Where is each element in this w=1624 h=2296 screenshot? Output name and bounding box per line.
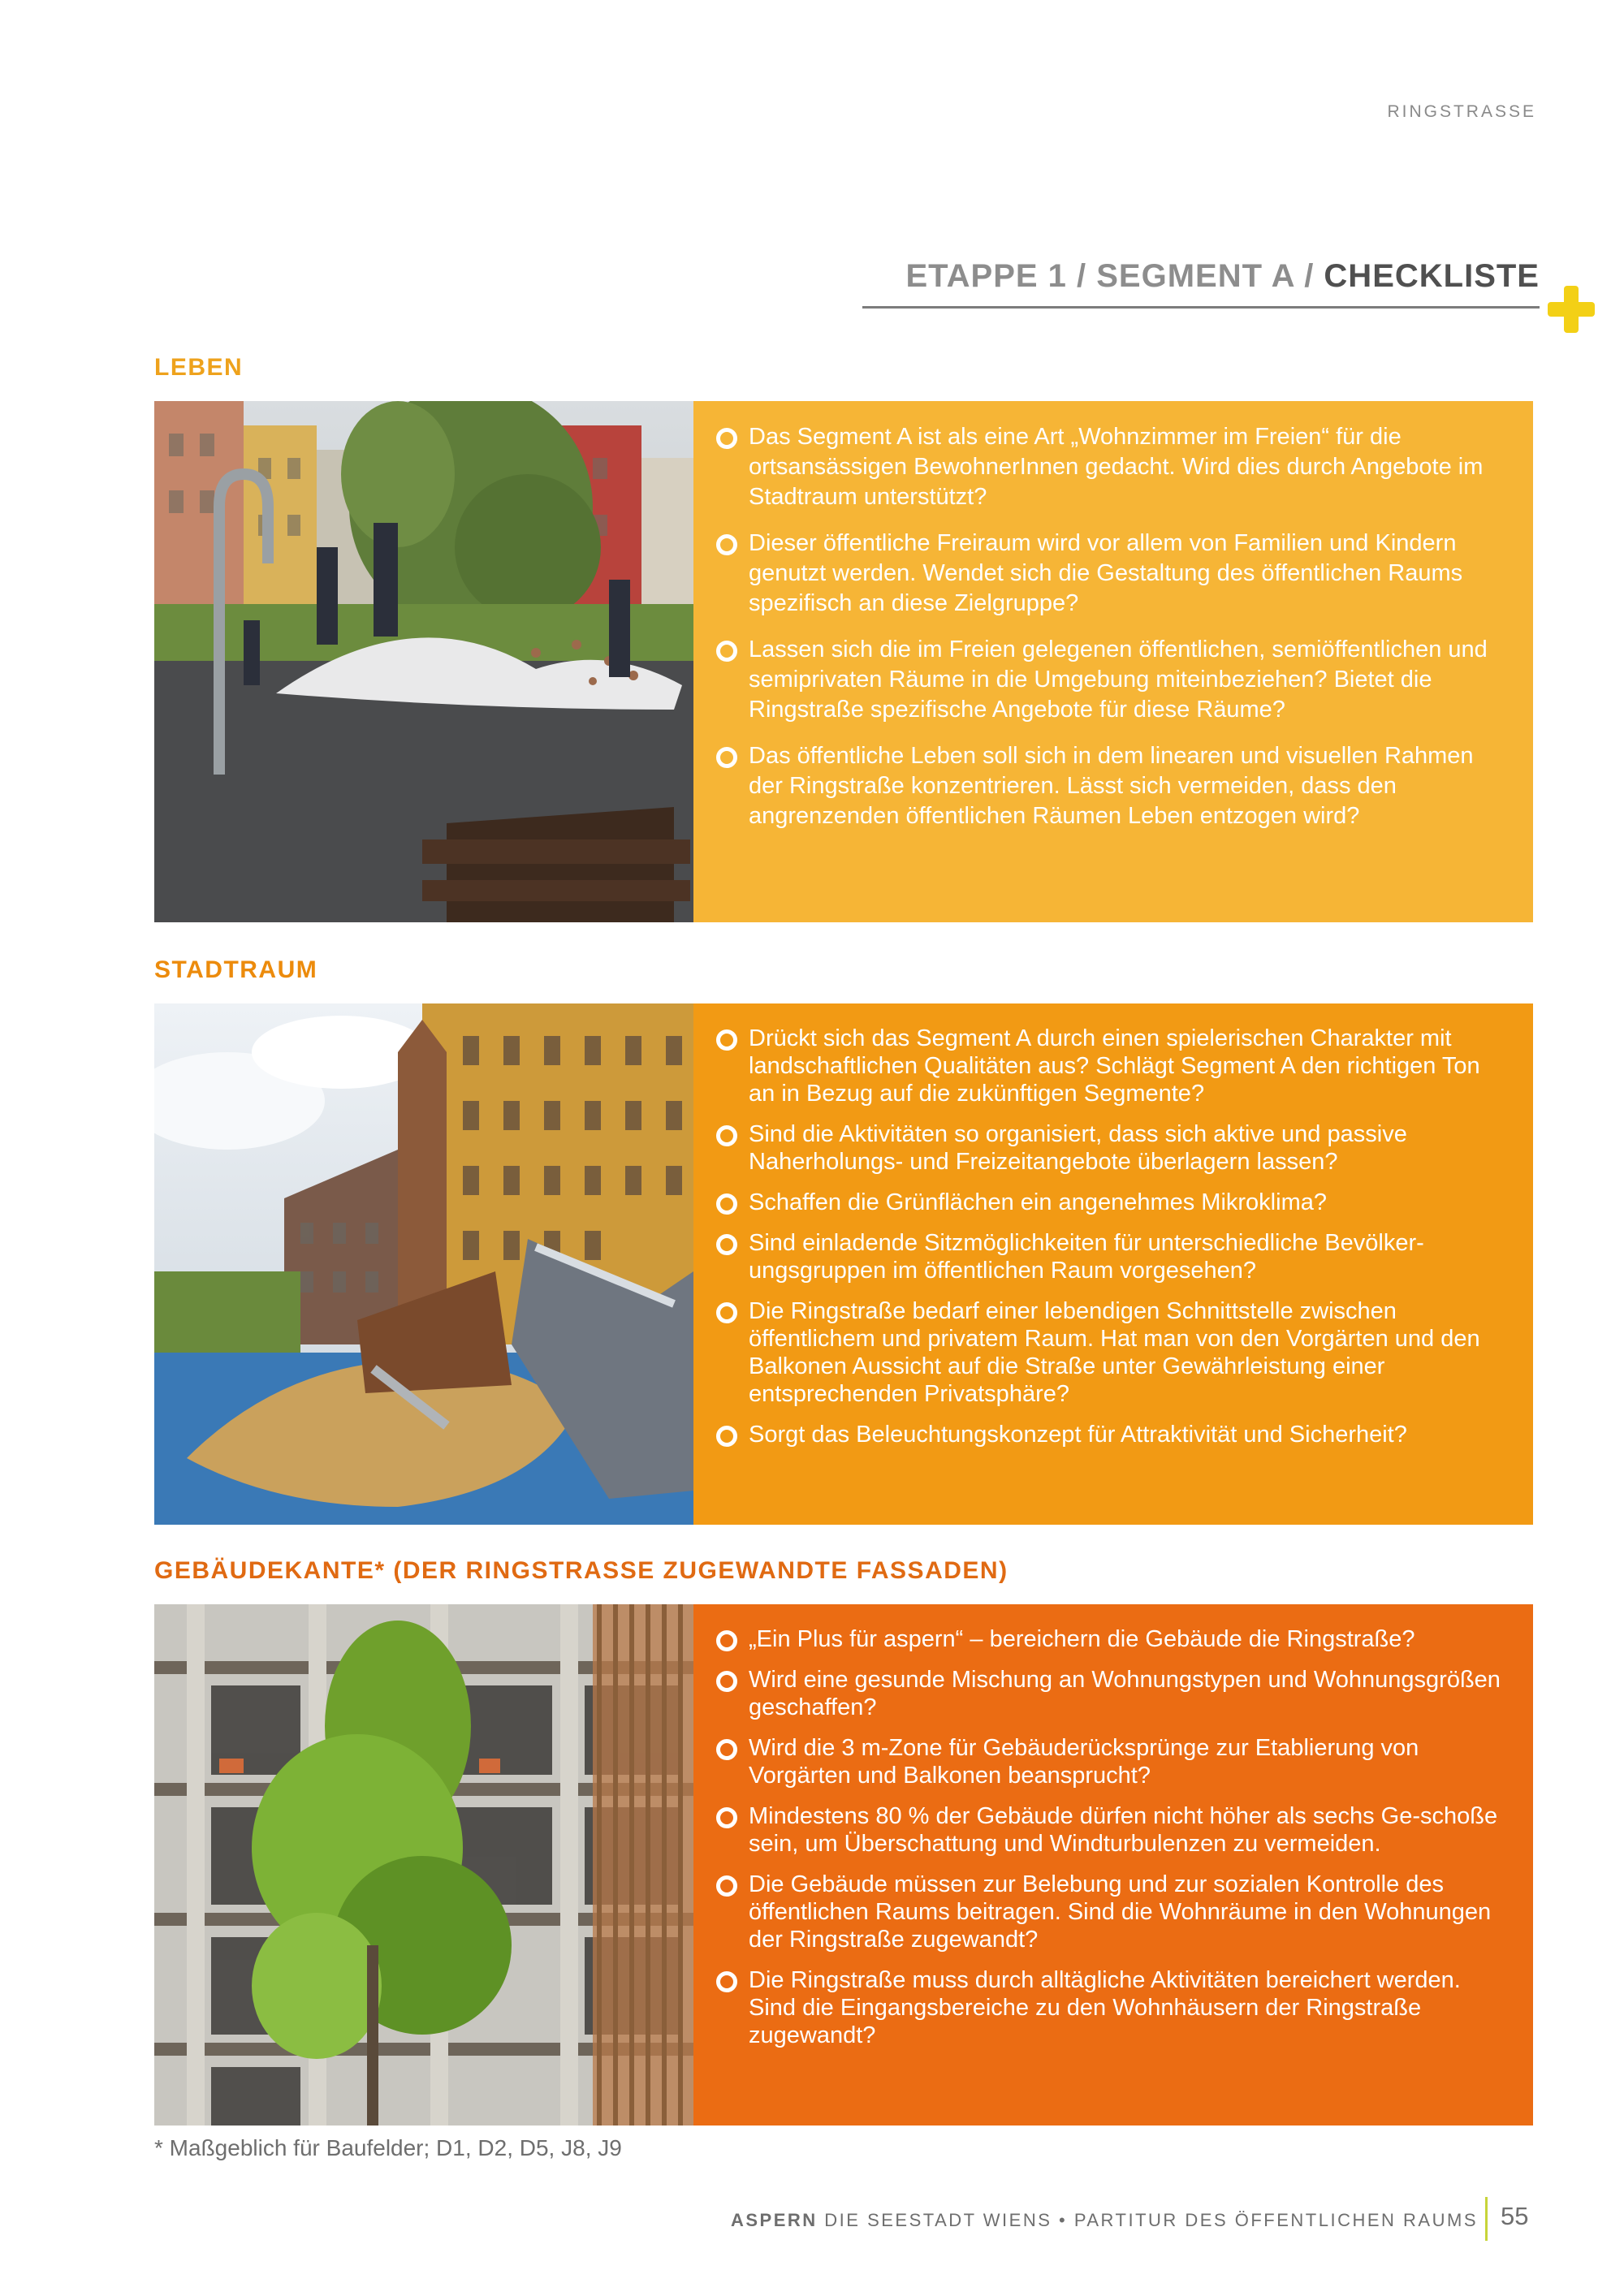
circle-checkbox-icon[interactable] [716,641,737,662]
plus-icon [1546,284,1596,334]
circle-checkbox-icon[interactable] [716,1739,737,1760]
checklist-panel-stadtraum [693,1003,1533,1525]
checklist-item[interactable]: Sind die Aktivitäten so organisiert, dass sich aktive und passive Naherholungs- und Freizeitangebote überlagern lassen? [715,1120,1505,1176]
circle-checkbox-icon[interactable] [716,1029,737,1051]
footer-brand: ASPERN [730,2210,818,2230]
checklist-stadtraum [715,1025,1505,1448]
circle-checkbox-icon[interactable] [716,1193,737,1215]
circle-checkbox-icon[interactable] [716,1302,737,1323]
circle-checkbox-icon[interactable] [716,1671,737,1692]
circle-checkbox-icon[interactable] [716,747,737,768]
playground-photo [154,401,693,922]
checklist-item[interactable]: „Ein Plus für aspern“ – bereichern die Gebäude die Ringstraße? [715,1625,1505,1653]
circle-checkbox-icon[interactable] [716,1971,737,1992]
checklist-panel-leben [693,401,1533,922]
circle-checkbox-icon[interactable] [716,1426,737,1447]
page-footer [731,2210,1478,2231]
section-heading-stadtraum: STADTRAUM [154,956,318,983]
circle-checkbox-icon[interactable] [716,1807,737,1828]
ship-playground-photo [154,1003,693,1525]
page-title [862,258,1540,309]
checklist-panel-gebaeudekante [693,1604,1533,2126]
checklist-leben [715,422,1505,831]
footer-text: DIE SEESTADT WIENS • PARTITUR DES ÖFFENTLICHEN RAUMS [817,2210,1478,2230]
page-title-accent: CHECKLISTE [1324,258,1540,294]
circle-checkbox-icon[interactable] [716,428,737,449]
facade-photo [154,1604,693,2126]
checklist-item[interactable]: Wird die 3 m-Zone für Gebäuderücksprünge zur Etablierung von Vorgärten und Balkonen beansprucht? [715,1734,1505,1789]
checklist-item[interactable]: Lassen sich die im Freien gelegenen öffentlichen, semiöffentlichen und semiprivaten Räume in die Umgebung miteinbeziehen? Bietet die Ringstraße spezifische Angebote für diese Räume? [715,635,1505,725]
checklist-item[interactable]: Die Ringstraße muss durch alltägliche Aktivitäten bereichert werden. Sind die Eingangsbereiche zu den Wohnhäusern der Ringstraße zugewandt? [715,1966,1505,2049]
circle-checkbox-icon[interactable] [716,534,737,555]
checklist-gebaeudekante [715,1625,1505,2049]
page-title-prefix: ETAPPE 1 / SEGMENT A / [905,258,1324,294]
checklist-item[interactable]: Die Ringstraße bedarf einer lebendigen Schnittstelle zwischen öffentlichem und privatem Raum. Hat man von den Vorgärten und den Balkonen Aussicht auf die Straße unter Gewährleistung einer entsprechenden Privatsphäre? [715,1297,1505,1408]
circle-checkbox-icon[interactable] [716,1875,737,1897]
checklist-item[interactable]: Mindestens 80 % der Gebäude dürfen nicht höher als sechs Ge-schoße sein, um Überschattung und Windturbulenzen zu vermeiden. [715,1802,1505,1858]
circle-checkbox-icon[interactable] [716,1125,737,1146]
checklist-item[interactable]: Schaffen die Grünflächen ein angenehmes Mikroklima? [715,1189,1505,1216]
checklist-item[interactable]: Dieser öffentliche Freiraum wird vor allem von Familien und Kindern genutzt werden. Wendet sich die Gestaltung des öffentlichen Raums spezifisch an diese Zielgruppe? [715,529,1505,619]
page-number: 55 [1501,2202,1529,2230]
checklist-item[interactable]: Das Segment A ist als eine Art „Wohnzimmer im Freien“ für die ortsansässigen BewohnerInnen gedacht. Wird dies durch Angebote im Stadtraum unterstützt? [715,422,1505,512]
checklist-item[interactable]: Drückt sich das Segment A durch einen spielerischen Charakter mit landschaftlichen Qualitäten aus? Schlägt Segment A den richtigen Ton an in Bezug auf die zukünftigen Segmente? [715,1025,1505,1107]
running-header: RINGSTRASSE [1387,102,1536,121]
section-heading-leben: LEBEN [154,354,244,381]
footnote: * Maßgeblich für Baufelder; D1, D2, D5, J8, J9 [154,2135,622,2160]
checklist-item[interactable]: Das öffentliche Leben soll sich in dem linearen und visuellen Rahmen der Ringstraße konzentrieren. Lässt sich vermeiden, dass den angrenzenden öffentlichen Räumen Leben entzogen wird? [715,741,1505,831]
checklist-item[interactable]: Sorgt das Beleuchtungskonzept für Attraktivität und Sicherheit? [715,1421,1505,1448]
checklist-item[interactable]: Sind einladende Sitzmöglichkeiten für unterschiedliche Bevölker-ungsgruppen im öffentlichen Raum vorgesehen? [715,1229,1505,1284]
circle-checkbox-icon[interactable] [716,1630,737,1651]
checklist-item[interactable]: Die Gebäude müssen zur Belebung und zur sozialen Kontrolle des öffentlichen Raums beitragen. Sind die Wohnräume in den Wohnungen der Ringstraße zugewandt? [715,1871,1505,1953]
circle-checkbox-icon[interactable] [716,1234,737,1255]
section-heading-gebaeudekante: GEBÄUDEKANTE* (DER RINGSTRASSE ZUGEWANDTE FASSADEN) [154,1557,1009,1584]
checklist-item[interactable]: Wird eine gesunde Mischung an Wohnungstypen und Wohnungsgrößen geschaffen? [715,1666,1505,1721]
footer-divider [1485,2197,1488,2241]
